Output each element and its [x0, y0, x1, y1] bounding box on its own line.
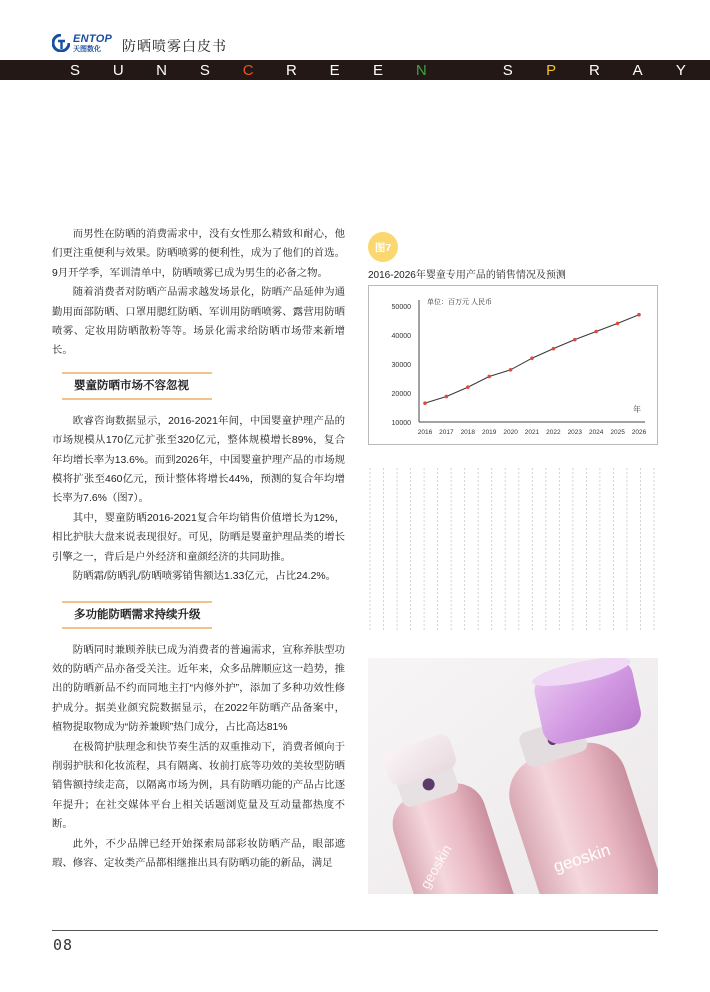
data-point	[573, 338, 577, 342]
chart-canvas	[369, 286, 657, 444]
footer-divider	[52, 930, 658, 931]
data-point	[509, 368, 513, 372]
x-tick-label: 2017	[439, 429, 454, 436]
logo-mark-icon	[52, 34, 70, 52]
x-tick-label: 2016	[417, 429, 433, 436]
banner-letter: E	[372, 61, 383, 79]
banner-letter: R	[588, 61, 600, 79]
data-point	[552, 347, 556, 351]
y-tick-label: 40000	[391, 333, 411, 340]
x-tick-label: 2018	[460, 429, 476, 436]
main-text-column	[52, 225, 345, 873]
document-title: 防晒喷雾白皮书	[122, 38, 227, 54]
paragraph: 其中，婴童防晒2016-2021复合年均销售价值增长为12%，相比护肤大盘来说表现很好。可见，防晒是婴童护理品类的增长引擎之一，背后是户外经济和童颜经济的共同助推。	[52, 512, 345, 563]
paragraph: 此外，不少品牌已经开始探索局部彩妆防晒产品，眼部遮瑕、修容、定妆类产品都相继推出具有防晒功能的新品，满足	[52, 838, 345, 869]
logo-cn-text: 天图数化	[73, 45, 101, 53]
x-tick-label: 2020	[503, 429, 518, 436]
paragraph: 防晒霜/防晒乳/防晒喷雾销售额达1.33亿元，占比24.2%。	[72, 571, 337, 583]
banner-letter: N	[415, 61, 427, 79]
data-point	[445, 395, 449, 399]
data-point	[487, 375, 491, 379]
banner-letter: C	[242, 61, 254, 79]
x-axis-label: 年	[633, 405, 641, 414]
paragraph: 防晒同时兼顾养肤已成为消费者的普遍需求，宣称养肤型功效的防晒产品亦备受关注。近年来，众多品牌顺应这一趋势，推出的防晒新品不约而同地主打“内修外护”，添加了多种功效性修护成分。据美业颜究院数据显示，在2022年防晒产品备案中，植物提取物成为“防养兼顾”热门成分，占比高达81%	[52, 644, 345, 734]
y-tick-label: 10000	[391, 420, 411, 427]
page-header	[0, 0, 710, 84]
figure-label-badge: 图7	[368, 232, 398, 262]
x-tick-label: 2019	[481, 429, 497, 436]
x-tick-label: 2026	[631, 429, 647, 436]
sales-line-chart	[368, 285, 658, 445]
banner-letter: S	[199, 61, 210, 79]
banner-letter: S	[502, 61, 513, 79]
paragraph: 而男性在防晒的消费需求中，没有女性那么精致和耐心，他们更注重便利与效果。防晒喷雾的便利性，成为了他们的首选。9月开学季，军训清单中，防晒喷雾已成为男生的必备之物。	[52, 229, 345, 279]
banner-letter: P	[546, 61, 557, 79]
y-tick-label: 30000	[391, 362, 411, 369]
banner-letter: Y	[675, 61, 686, 79]
logo-en-text: ENTOP	[73, 32, 113, 45]
data-point	[423, 401, 427, 405]
data-point	[594, 330, 598, 334]
paragraph: 在极简护肤理念和快节奏生活的双重推动下，消费者倾向于削弱护肤和化妆流程，具有隔离、妆前打底等功效的美妆型防晒销售额持续走高，以隔离市场为例，具有防晒功能的产品占比逐年提升；在社交媒体平台上相关话题浏览量及互动量都热度不断。	[52, 741, 345, 831]
data-point	[466, 385, 470, 389]
y-tick-label: 50000	[391, 304, 411, 311]
brand-logo	[52, 33, 112, 53]
section-heading-baby-sunscreen	[52, 372, 345, 402]
x-tick-label: 2024	[588, 429, 604, 436]
page-number: 08	[53, 936, 74, 954]
x-tick-label: 2022	[546, 429, 561, 436]
sunscreen-spray-banner	[0, 60, 710, 80]
data-point	[637, 313, 641, 317]
paragraph: 随着消费者对防晒产品需求越发场景化，防晒产品延伸为通勤用面部防晒、口罩用腮红防晒、军训用防晒喷雾、露营用防晒喷雾、定妆用防晒散粉等等。场景化需求给防晒市场带来新增长。	[52, 287, 345, 357]
banner-letter: R	[285, 61, 297, 79]
data-point	[616, 322, 620, 326]
data-point	[530, 356, 534, 360]
x-tick-label: 2021	[524, 429, 540, 436]
brand-text: geoskin	[551, 840, 613, 877]
brand-text: geoskin	[416, 841, 455, 892]
y-tick-label: 20000	[391, 391, 411, 398]
banner-letter: E	[329, 61, 340, 79]
banner-letter: S	[69, 61, 80, 79]
banner-letter: N	[156, 61, 167, 79]
x-tick-label: 2025	[610, 429, 625, 436]
banner-letter: U	[112, 61, 124, 79]
paragraph: 欧睿咨询数据显示，2016-2021年间，中国婴童护理产品的市场规模从170亿元扩张至320亿元，整体规模增长89%，复合年均增长率为13.6%。而到2026年，中国婴童护理产品的市场规模将扩张至460亿元，预计整体将增长44%，预测的复合年均增长率为7.6%（图7）。	[52, 415, 345, 505]
section-title: 婴童防晒市场不容忽视	[74, 379, 189, 392]
section-title: 多功能防晒需求持续升级	[74, 608, 201, 621]
product-photo	[368, 658, 658, 894]
decorative-dashed-lines	[368, 468, 656, 630]
section-heading-multifunction	[52, 601, 345, 631]
banner-letter: A	[632, 61, 643, 79]
chart-unit-label: 单位：百万元 人民币	[427, 299, 492, 306]
x-tick-label: 2023	[567, 429, 583, 436]
figure-title: 2016-2026年婴童专用产品的销售情况及预测	[368, 270, 566, 281]
